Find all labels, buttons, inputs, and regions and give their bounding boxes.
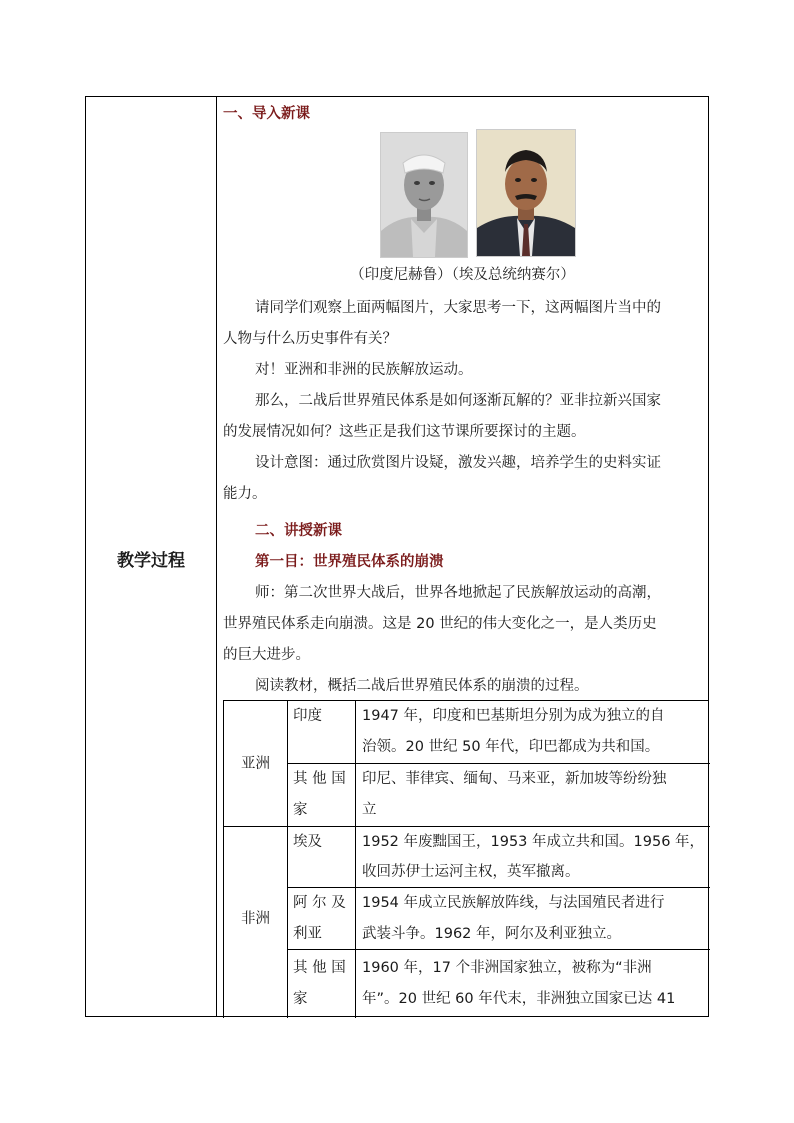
region-asia: 亚洲 bbox=[241, 756, 270, 772]
region-africa: 非洲 bbox=[241, 911, 270, 927]
design-intent-cont: 能力。 bbox=[223, 486, 267, 502]
lecture-paragraph-1: 师：第二次世界大战后，世界各地掀起了民族解放运动的高潮， bbox=[255, 585, 661, 601]
africa-other-name-2: 家 bbox=[293, 991, 308, 1007]
country-india: 印度 bbox=[293, 708, 322, 724]
lecture-paragraph-1-cont: 世界殖民体系走向崩溃。这是 20 世纪的伟大变化之一，是人类历史 bbox=[223, 616, 657, 632]
asia-other-detail-1: 印尼、菲律宾、缅甸、马来亚，新加坡等纷纷独 bbox=[362, 771, 667, 787]
africa-other-detail-2: 年”。20 世纪 60 年代末，非洲独立国家已达 41 bbox=[362, 991, 676, 1007]
intro-paragraph-3-cont: 的发展情况如何？这些正是我们这节课所要探讨的主题。 bbox=[223, 424, 586, 440]
colonial-collapse-table bbox=[223, 700, 709, 1018]
algeria-name-1: 阿 尔 及 bbox=[293, 895, 346, 911]
intro-heading: 一、导入新课 bbox=[223, 106, 310, 122]
lecture-subheading: 第一目：世界殖民体系的崩溃 bbox=[255, 554, 444, 570]
lesson-table bbox=[85, 96, 709, 1017]
africa-other-detail-1: 1960 年，17 个非洲国家独立，被称为“非洲 bbox=[362, 960, 652, 976]
intro-paragraph-2: 对！亚洲和非洲的民族解放运动。 bbox=[255, 362, 473, 378]
nasser-photo bbox=[476, 129, 576, 257]
intro-paragraph-1: 请同学们观察上面两幅图片，大家思考一下，这两幅图片当中的 bbox=[255, 300, 661, 316]
content-column bbox=[217, 97, 708, 1016]
egypt-detail-1: 1952 年废黜国王，1953 年成立共和国。1956 年， bbox=[362, 834, 705, 850]
africa-other-name-1: 其 他 国 bbox=[293, 960, 346, 976]
lecture-heading: 二、讲授新课 bbox=[255, 523, 342, 539]
nehru-photo bbox=[380, 132, 468, 258]
asia-other-detail-2: 立 bbox=[362, 802, 377, 818]
section-label: 教学过程 bbox=[117, 551, 185, 571]
lecture-paragraph-2: 阅读教材，概括二战后世界殖民体系的崩溃的过程。 bbox=[255, 678, 589, 694]
design-intent: 设计意图：通过欣赏图片设疑，激发兴趣，培养学生的史料实证 bbox=[255, 455, 661, 471]
india-detail-2: 治领。20 世纪 50 年代，印巴都成为共和国。 bbox=[362, 739, 660, 755]
left-column bbox=[86, 97, 217, 1016]
algeria-name-2: 利亚 bbox=[293, 926, 322, 942]
india-detail-1: 1947 年，印度和巴基斯坦分别为成为独立的自 bbox=[362, 708, 665, 724]
photo-caption: （印度尼赫鲁）（埃及总统纳赛尔） bbox=[350, 267, 575, 283]
lecture-paragraph-1-cont2: 的巨大进步。 bbox=[223, 647, 310, 663]
algeria-detail-1: 1954 年成立民族解放阵线，与法国殖民者进行 bbox=[362, 895, 665, 911]
asia-other-name-1: 其 他 国 bbox=[293, 771, 346, 787]
asia-other-name-2: 家 bbox=[293, 802, 308, 818]
egypt-detail-2: 收回苏伊士运河主权，英军撤离。 bbox=[362, 864, 580, 880]
intro-paragraph-3: 那么，二战后世界殖民体系是如何逐渐瓦解的？亚非拉新兴国家 bbox=[255, 393, 661, 409]
intro-paragraph-1-cont: 人物与什么历史事件有关？ bbox=[223, 331, 397, 347]
country-egypt: 埃及 bbox=[293, 834, 322, 850]
algeria-detail-2: 武装斗争。1962 年，阿尔及利亚独立。 bbox=[362, 926, 622, 942]
